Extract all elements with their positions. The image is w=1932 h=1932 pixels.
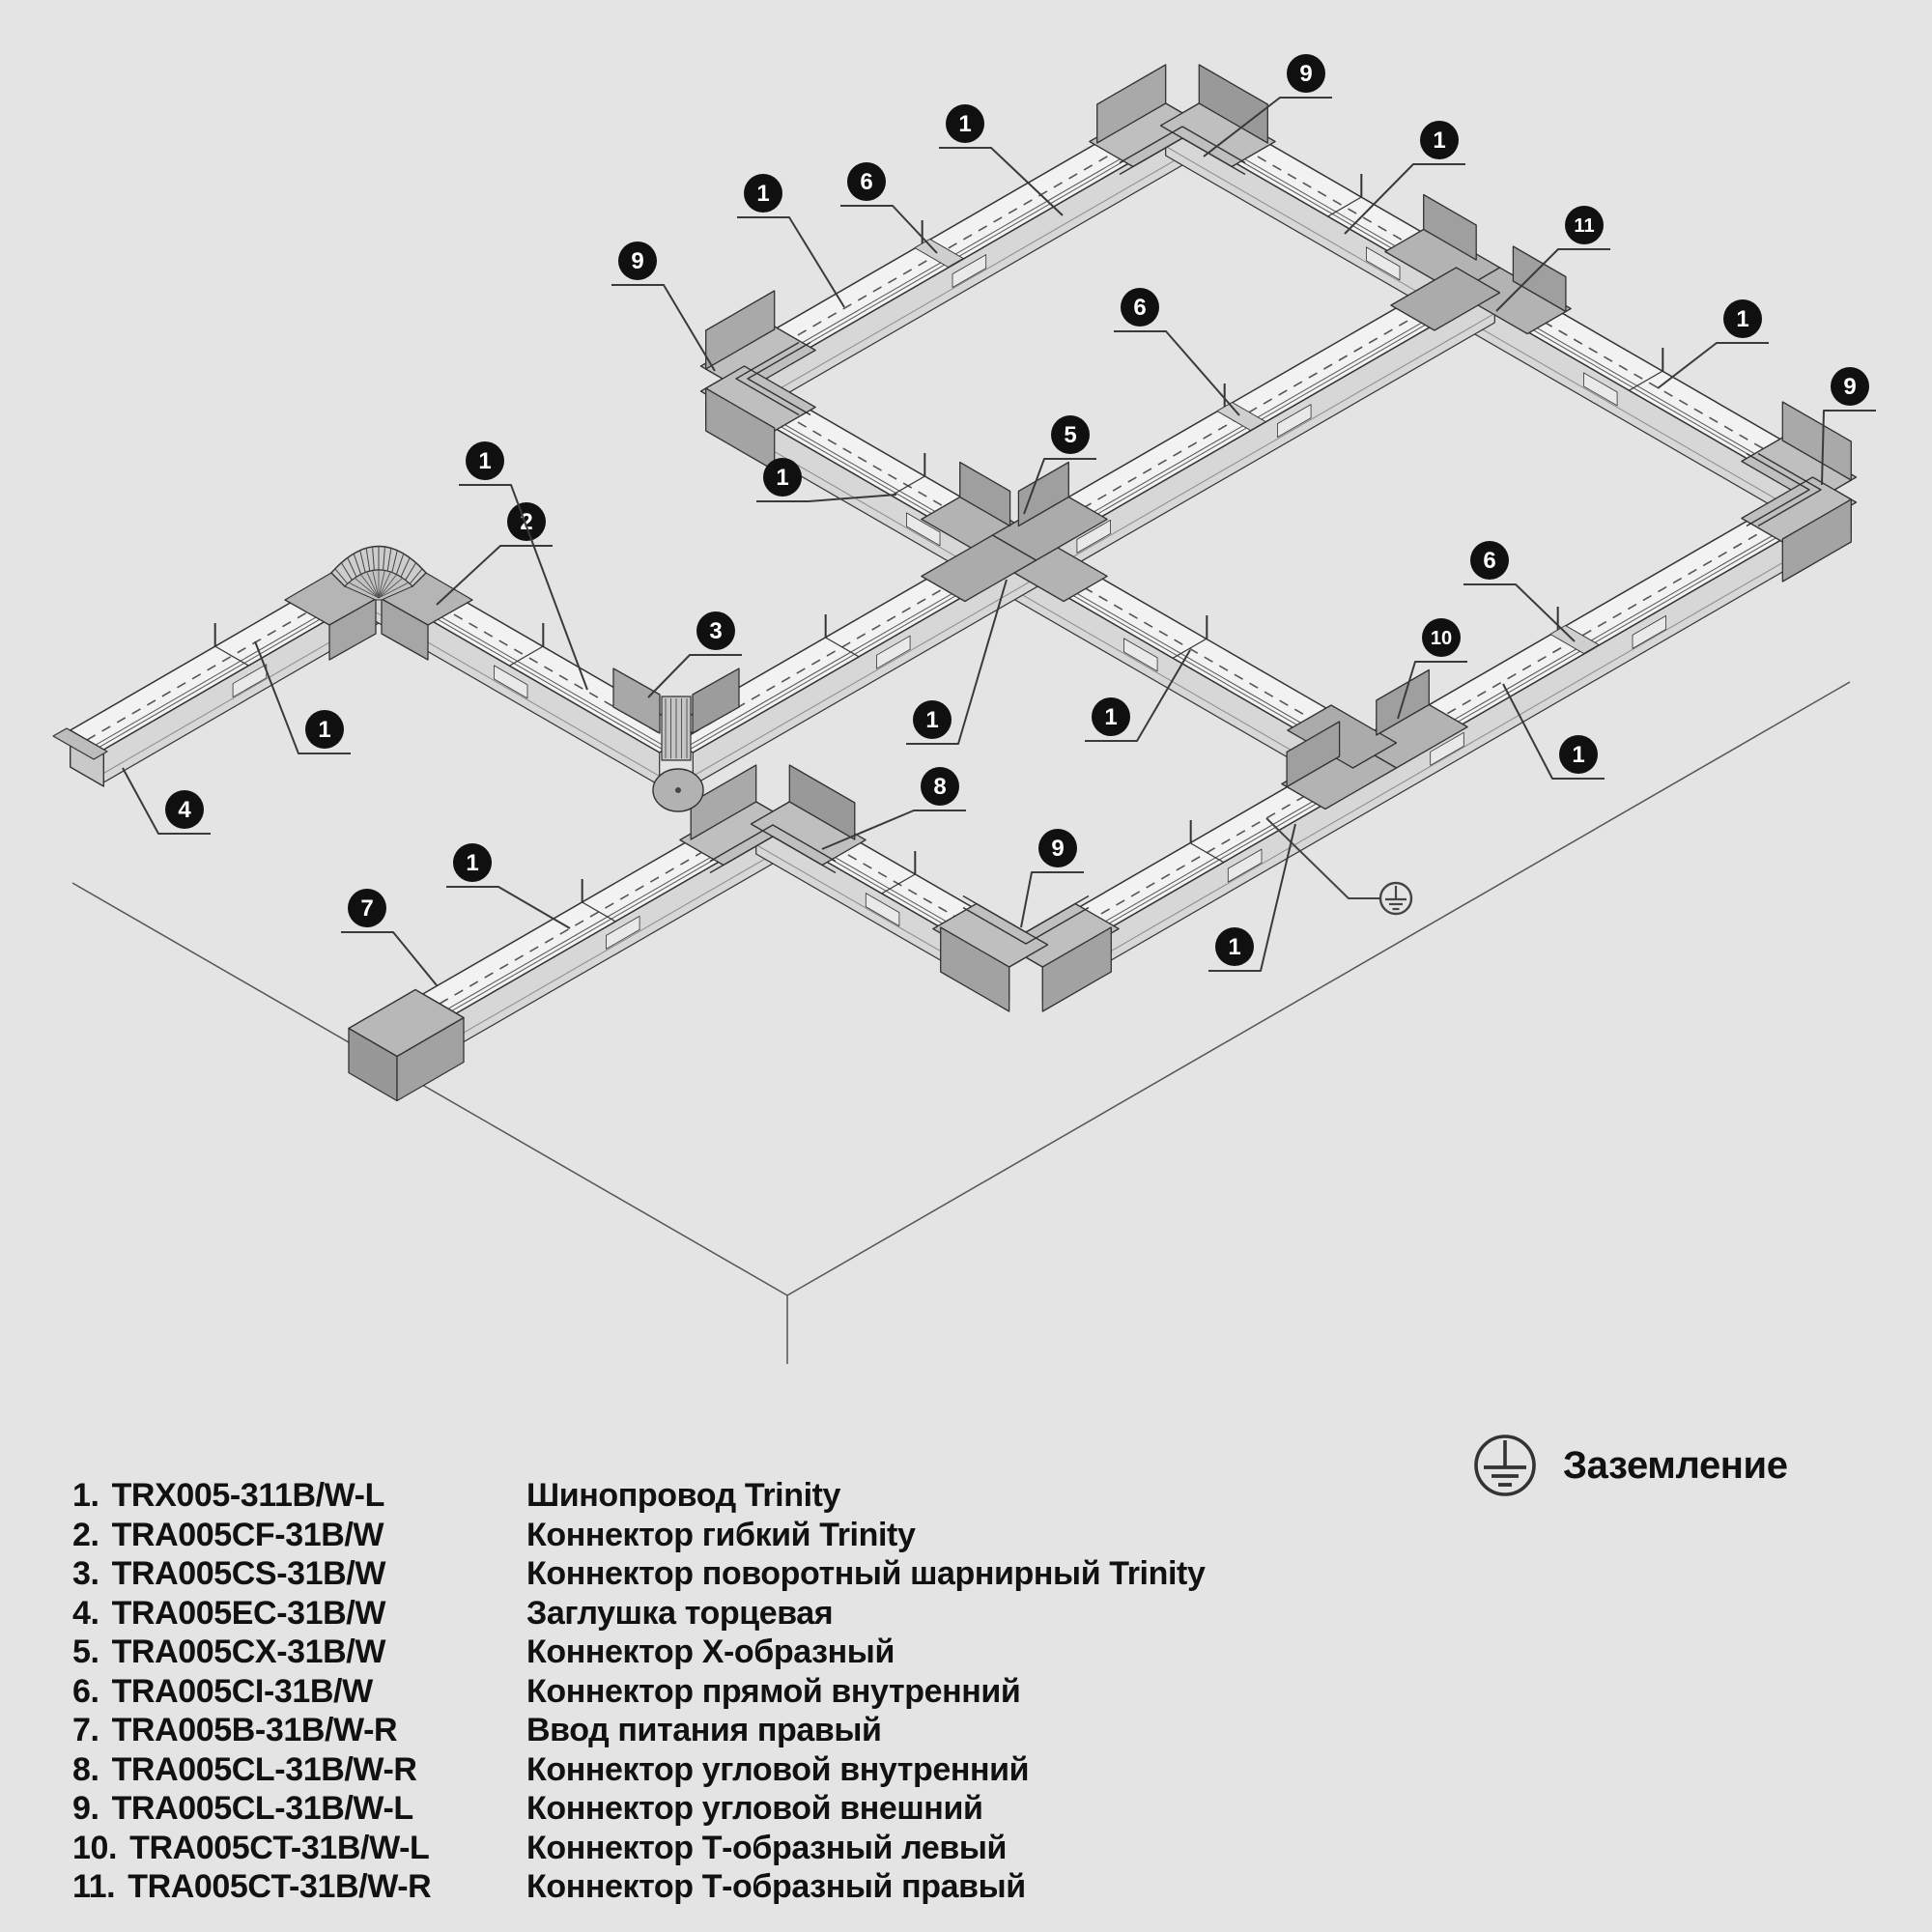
callout-number: 1 bbox=[1104, 704, 1118, 730]
hinge-pivot-dot bbox=[675, 787, 681, 793]
callout-number: 6 bbox=[860, 169, 873, 195]
callout-number: 1 bbox=[756, 181, 770, 207]
legend-item bbox=[72, 1476, 1425, 1516]
legend-item-number: 10. bbox=[72, 1829, 118, 1866]
callout-number: 1 bbox=[478, 448, 492, 474]
legend-item-desc: Коннектор Т-образный правый bbox=[526, 1868, 1026, 1905]
legend-item-number: 9. bbox=[72, 1790, 99, 1827]
legend-item-code: TRA005CT-31B/W-R bbox=[128, 1868, 432, 1905]
legend-item bbox=[72, 1554, 1425, 1594]
callout-number: 1 bbox=[1572, 742, 1585, 768]
track-side-face bbox=[1166, 123, 1818, 532]
callout-number: 1 bbox=[925, 707, 939, 733]
legend-item-code: TRA005EC-31B/W bbox=[111, 1594, 386, 1632]
legend-item-code: TRA005CL-31B/W-R bbox=[111, 1750, 417, 1788]
track-side-groove bbox=[706, 412, 1358, 788]
legend-item bbox=[72, 1867, 1425, 1907]
callout-number: 1 bbox=[1228, 934, 1241, 960]
callout-number: 5 bbox=[1064, 422, 1077, 448]
legend-item-number: 8. bbox=[72, 1750, 99, 1788]
callout-number: 4 bbox=[178, 797, 191, 823]
callout-number: 10 bbox=[1430, 628, 1453, 649]
track-side-groove bbox=[693, 313, 1494, 776]
callout-number: 6 bbox=[1133, 295, 1147, 321]
callout-number: 1 bbox=[466, 850, 479, 876]
legend-item-code: TRA005CS-31B/W bbox=[111, 1555, 386, 1592]
callout-number: 1 bbox=[318, 717, 331, 743]
legend-item-code: TRA005CL-31B/W-L bbox=[111, 1790, 413, 1827]
legend-item-number: 11. bbox=[72, 1868, 116, 1905]
track-side-groove bbox=[1042, 523, 1851, 990]
callout-number: 2 bbox=[520, 509, 533, 535]
legend-item bbox=[72, 1711, 1425, 1750]
legend-item-code: TRA005B-31B/W-R bbox=[111, 1712, 398, 1748]
legend-item bbox=[72, 1789, 1425, 1829]
legend-item-number: 6. bbox=[72, 1672, 99, 1710]
callout-leader bbox=[341, 932, 437, 985]
legend-item-desc: Коннектор угловой внешний bbox=[526, 1790, 983, 1827]
ground-label: Заземление bbox=[1563, 1443, 1788, 1487]
legend-item-code: TRA005CX-31B/W bbox=[111, 1634, 386, 1670]
callout-number: 1 bbox=[958, 111, 972, 137]
legend-item-number: 1. bbox=[72, 1477, 99, 1514]
legend-item-number: 2. bbox=[72, 1516, 99, 1553]
legend-item-desc: Коннектор гибкий Trinity bbox=[526, 1516, 916, 1553]
legend-item-desc: Коннектор поворотный шарнирный Trinity bbox=[526, 1555, 1206, 1592]
callout-number: 7 bbox=[360, 895, 374, 922]
callout-number: 1 bbox=[1736, 306, 1749, 332]
legend-item-desc: Коннектор Т-образный левый bbox=[526, 1829, 1007, 1866]
legend-item bbox=[72, 1829, 1425, 1868]
track-side-groove bbox=[456, 844, 789, 1037]
legend-item-code: TRA005CI-31B/W bbox=[111, 1672, 373, 1710]
legend-item-number: 3. bbox=[72, 1555, 99, 1592]
legend-item-desc: Коннектор угловой внутренний bbox=[526, 1750, 1030, 1788]
ceiling-edge bbox=[72, 883, 787, 1295]
callout-leader bbox=[1114, 331, 1239, 415]
legend-item bbox=[72, 1750, 1425, 1790]
callout-number: 9 bbox=[1051, 836, 1065, 862]
legend-item-desc: Коннектор прямой внутренний bbox=[526, 1672, 1021, 1710]
grounding-legend bbox=[1472, 1432, 1788, 1499]
legend-item-number: 4. bbox=[72, 1594, 99, 1632]
callout-number: 3 bbox=[709, 618, 723, 644]
legend-item-code: TRA005CT-31B/W-L bbox=[129, 1829, 430, 1866]
legend-item-number: 7. bbox=[72, 1712, 99, 1748]
legend-item bbox=[72, 1594, 1425, 1634]
legend-item-desc: Заглушка торцевая bbox=[526, 1594, 834, 1632]
legend-item-desc: Коннектор Х-образный bbox=[526, 1634, 895, 1670]
track-side-groove bbox=[739, 146, 1199, 412]
legend-item-code: TRX005-311B/W-L bbox=[111, 1477, 384, 1514]
callout-number: 1 bbox=[776, 465, 789, 491]
legend-item bbox=[72, 1672, 1425, 1712]
callout-number: 11 bbox=[1574, 215, 1595, 237]
callout-leader bbox=[737, 217, 844, 307]
callout-number: 1 bbox=[1433, 128, 1446, 154]
callout-number: 6 bbox=[1483, 548, 1496, 574]
legend-item bbox=[72, 1516, 1425, 1555]
legend-item-desc: Ввод питания правый bbox=[526, 1712, 882, 1748]
callout-number: 9 bbox=[631, 248, 644, 274]
callout-number: 9 bbox=[1299, 61, 1313, 87]
legend-item bbox=[72, 1633, 1425, 1672]
callout-leader bbox=[611, 285, 715, 371]
callout-number: 9 bbox=[1843, 374, 1857, 400]
callout-number: 8 bbox=[933, 774, 947, 800]
legend-item-number: 5. bbox=[72, 1634, 99, 1670]
legend-item-code: TRA005CF-31B/W bbox=[111, 1516, 384, 1553]
track-side-groove bbox=[1166, 146, 1818, 523]
legend bbox=[72, 1476, 1425, 1907]
ground-icon bbox=[1472, 1433, 1538, 1498]
legend-item-desc: Шинопровод Trinity bbox=[526, 1477, 841, 1514]
